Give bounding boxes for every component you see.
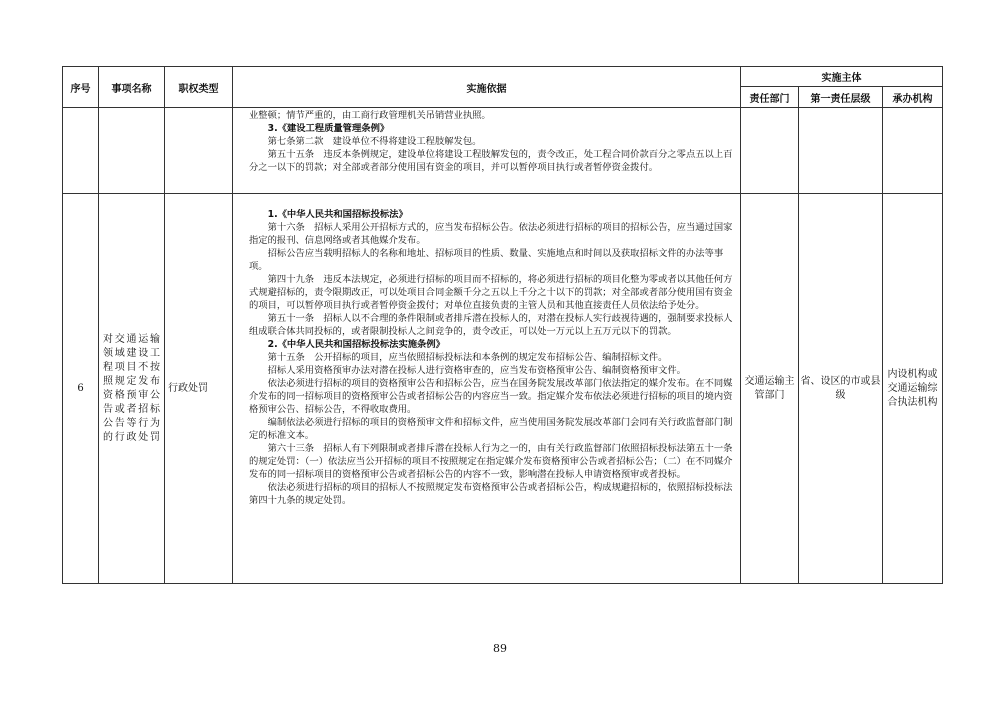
header-basis: 实施依据 [233,67,741,108]
law-clause: 依法必须进行招标的项目的资格预审公告和招标公告，应当在国务院发展改革部门依法指定的媒介发布。在不同媒介发布的同一招标项目的资格预审公告或者招标公告的内容应当一致。指定媒介发布依法必须进行招标的项目的境内资格预审公告、招标公告，不得收取费用。 [249,378,733,415]
header-item-name: 事项名称 [99,67,165,108]
header-subject: 实施主体 [741,67,943,87]
agency-cell: 内设机构或交通运输综合执法机构 [883,194,943,584]
law-clause: 招标人采用资格预审办法对潜在投标人进行资格审查的，应当发布资格预审公告、编制资格预审文件。 [267,365,686,376]
law-clause: 编制依法必须进行招标的项目的资格预审文件和招标文件，应当使用国务院发展改革部门会同有关行政监督部门制定的标准文本。 [249,417,733,441]
law-clause: 第十五条 公开招标的项目，应当依照招标投标法和本条例的规定发布招标公告、编制招标文件。 [267,352,668,363]
header-agency: 承办机构 [883,87,943,108]
law-clause: 第六十三条 招标人有下列限制或者排斥潜在投标人行为之一的，由有关行政监督部门依照招标投标法第五十一条的规定处罚：（一）依法应当公开招标的项目不按照规定在指定媒介发布资格预审公告或者招标公告；（二）在不同媒介发布的同一招标项目的资格预审公告或者招标公告的内容不一致，影响潜在投标人申请资格预审或者投标。 [249,443,733,480]
basis-text [233,108,740,174]
first-level-cell: 省、设区的市或县级 [799,194,883,584]
law-clause: 第五十一条 招标人以不合理的条件限制或者排斥潜在投标人的，对潜在投标人实行歧视待遇的，强制要求投标人组成联合体共同投标的，或者限制投标人之间竞争的，责令改正，可以处一万元以上五万元以下的罚款。 [249,313,733,337]
law-clause: 依法必须进行招标的项目的招标人不按照规定发布资格预审公告或者招标公告，构成规避招标的，依照招标投标法第四十九条的规定处罚。 [249,482,733,506]
page-number: 89 [493,642,507,655]
table-row-continued [63,108,943,194]
cell-empty [99,108,165,194]
law-clause: 第五十五条 违反本条例规定，建设单位将建设工程肢解发包的，责令改正，处工程合同价款百分之零点五以上百分之一以下的罚款；对全部或者部分使用国有资金的项目，并可以暂停项目执行或者暂停资金拨付。 [249,149,733,173]
enforcement-table [62,66,943,584]
cell-empty [883,108,943,194]
law-title: 2.《中华人民共和国招标投标法实施条例》 [267,339,445,350]
law-clause: 第四十九条 违反本法规定，必须进行招标的项目而不招标的，将必须进行招标的项目化整为零或者以其他任何方式规避招标的，责令限期改正，可以处项目合同金额千分之五以上千分之十以下的罚款；对全部或者部分使用国有资金的项目，可以暂停项目执行或者暂停资金拨付；对单位直接负责的主管人员和其他直接责任人员依法给予处分。 [249,274,733,311]
header-row-1 [63,67,943,87]
item-name-cell: 对交通运输领域建设工程项目不按照规定发布资格预审公告或者招标公告等行为的行政处罚 [99,194,165,584]
basis-cell [233,194,741,584]
cell-empty [741,108,799,194]
law-title: 3.《建设工程质量管理条例》 [267,123,390,134]
header-power-type: 职权类型 [165,67,233,108]
law-clause: 第七条第二款 建设单位不得将建设工程肢解发包。 [267,136,482,147]
cell-empty [63,108,99,194]
header-resp-dept: 责任部门 [741,87,799,108]
cell-empty [799,108,883,194]
law-clause: 业整顿；情节严重的，由工商行政管理机关吊销营业执照。 [249,110,491,121]
law-clause: 招标公告应当载明招标人的名称和地址、招标项目的性质、数量、实施地点和时间以及获取招标文件的办法等事项。 [249,248,724,272]
power-type-cell: 行政处罚 [165,194,233,584]
header-first-level: 第一责任层级 [799,87,883,108]
law-title: 1.《中华人民共和国招标投标法》 [267,209,408,220]
resp-dept-cell: 交通运输主管部门 [741,194,799,584]
header-seq: 序号 [63,67,99,108]
seq-cell: 6 [63,194,99,584]
table-row [63,194,943,584]
law-clause: 第十六条 招标人采用公开招标方式的，应当发布招标公告。依法必须进行招标的项目的招标公告，应当通过国家指定的报刊、信息网络或者其他媒介发布。 [249,222,733,246]
basis-text [233,194,740,507]
basis-cell-continued [233,108,741,194]
cell-empty [165,108,233,194]
